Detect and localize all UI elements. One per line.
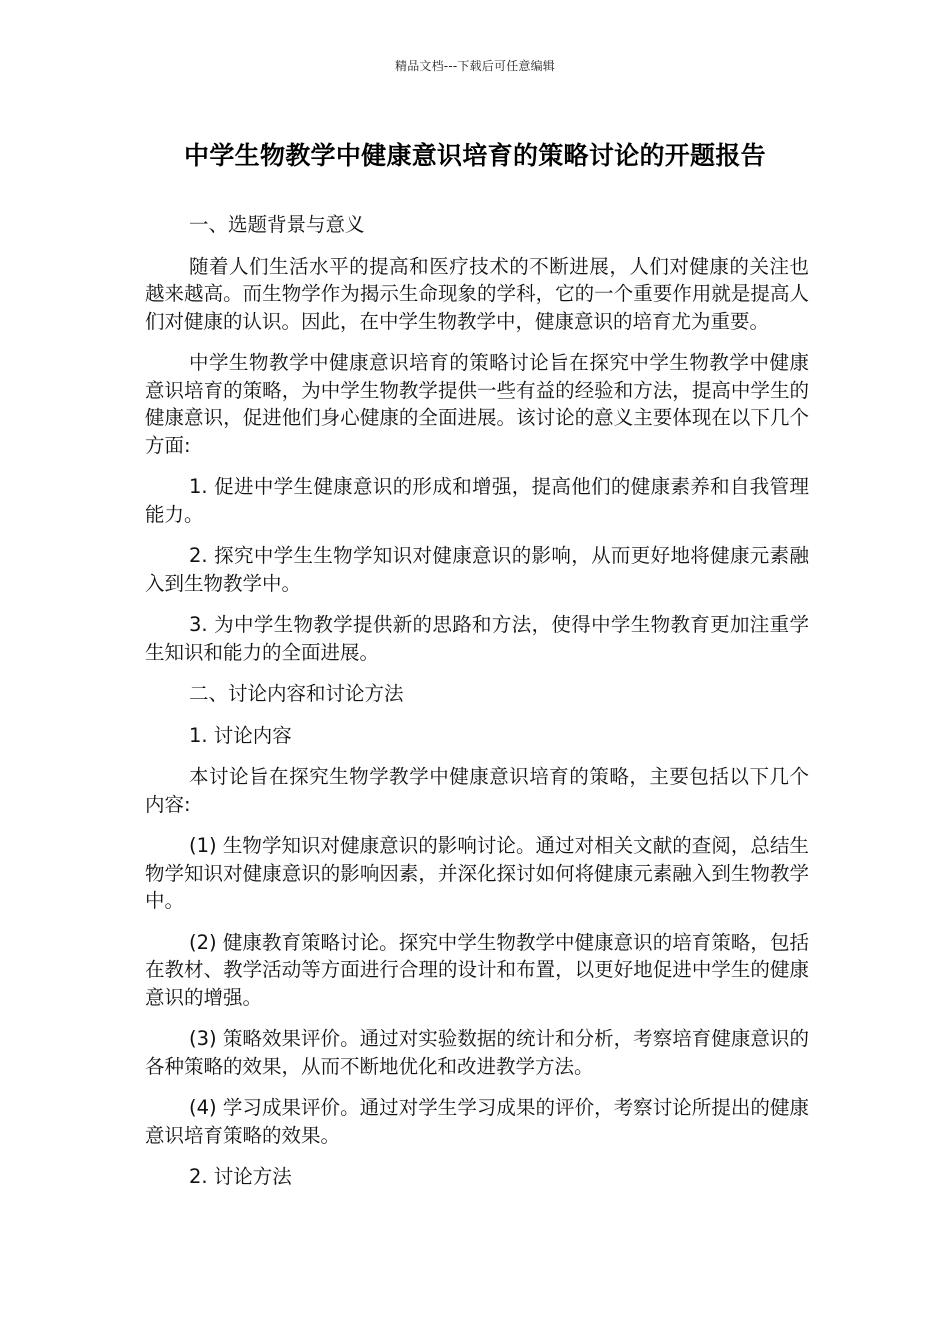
document-body — [145, 211, 809, 1205]
page-header-note: 精品文档---下载后可任意编辑 — [395, 59, 555, 73]
list-item-significance-3: 3. 为中学生物教学提供新的思路和方法，使得中学生物教育更加注重学生知识和能力的全面进展。 — [145, 613, 809, 664]
paragraph-purpose: 中学生物教学中健康意识培育的策略讨论旨在探究中学生物教学中健康意识培育的策略，为中学生物教学提供一些有益的经验和方法，提高中学生的健康意识，促进他们身心健康的全面进展。该讨论的意义主要体现在以下几个方面: — [145, 351, 809, 457]
document-title: 中学生物教学中健康意识培育的策略讨论的开题报告 — [184, 141, 766, 170]
list-item-content-4: (4) 学习成果评价。通过对学生学习成果的评价，考察讨论所提出的健康意识培育策略的效果。 — [145, 1096, 809, 1147]
list-item-content-1: (1) 生物学知识对健康意识的影响讨论。通过对相关文献的查阅，总结生物学知识对健康意识的影响因素，并深化探讨如何将健康元素融入到生物教学中。 — [145, 834, 809, 912]
subheading-content: 1. 讨论内容 — [189, 723, 292, 747]
list-item-significance-1: 1. 促进中学生健康意识的形成和增强，提高他们的健康素养和自我管理能力。 — [145, 475, 809, 526]
list-item-content-3: (3) 策略效果评价。通过对实验数据的统计和分析，考察培育健康意识的各种策略的效果，从而不断地优化和改进教学方法。 — [145, 1027, 809, 1078]
list-item-significance-2: 2. 探究中学生生物学知识对健康意识的影响，从而更好地将健康元素融入到生物教学中。 — [145, 544, 809, 595]
section-heading-content-methods: 二、讨论内容和讨论方法 — [189, 682, 404, 705]
section-heading-background: 一、选题背景与意义 — [189, 213, 365, 236]
paragraph-content-intro: 本讨论旨在探究生物学教学中健康意识培育的策略，主要包括以下几个内容: — [145, 765, 809, 816]
subheading-methods: 2. 讨论方法 — [189, 1165, 292, 1188]
paragraph-background: 随着人们生活水平的提高和医疗技术的不断进展，人们对健康的关注也越来越高。而生物学作为揭示生命现象的学科，它的一个重要作用就是提高人们对健康的认识。因此，在中学生物教学中，健康意识的培育尤为重要。 — [145, 254, 809, 333]
list-item-content-2: (2) 健康教育策略讨论。探究中学生物教学中健康意识的培育策略，包括在教材、教学活动等方面进行合理的设计和布置，以更好地促进中学生的健康意识的增强。 — [145, 930, 809, 1009]
